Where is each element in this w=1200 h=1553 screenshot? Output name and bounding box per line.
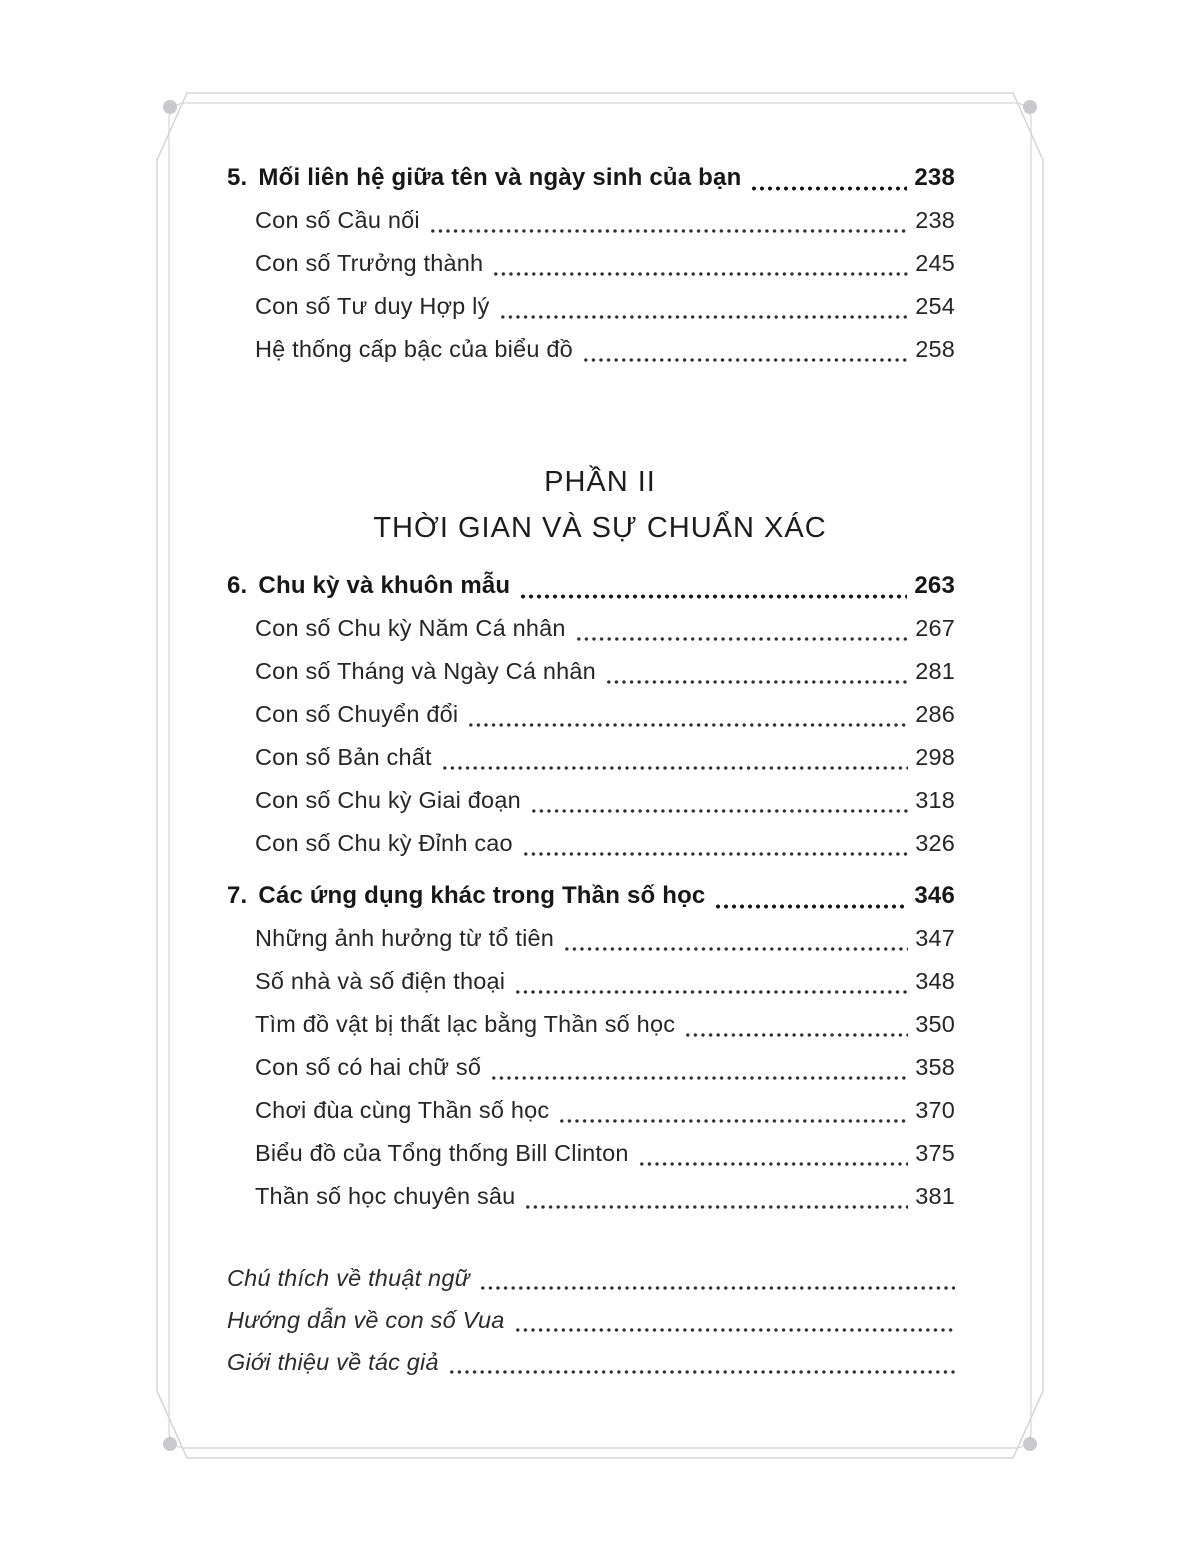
entry-title: Những ảnh hưởng từ tổ tiên [255, 925, 555, 951]
page-number: 298 [915, 744, 955, 770]
toc-chapter-entry [227, 564, 955, 607]
page-number: 238 [914, 164, 955, 191]
toc-chapter-entry [227, 874, 955, 917]
chapter-number: 6. [227, 572, 248, 599]
dot-leader [490, 1046, 908, 1089]
toc-entry [227, 736, 955, 779]
dot-leader [519, 564, 907, 607]
page-number: 263 [914, 572, 955, 599]
part-kicker: PHẦN II [544, 466, 656, 498]
table-of-contents [227, 156, 955, 1383]
chapter-title: Các ứng dụng khác trong Thần số học [258, 882, 706, 909]
chapter6-block [227, 564, 955, 865]
dot-leader [441, 736, 908, 779]
entry-title: Con số Chu kỳ Năm Cá nhân [255, 615, 566, 641]
part-heading [236, 459, 964, 551]
entry-title: Con số Chu kỳ Giai đoạn [255, 787, 521, 813]
entry-title: Con số Trưởng thành [255, 250, 484, 276]
page-number: 267 [915, 615, 955, 641]
dot-leader [714, 874, 907, 917]
page-number: 350 [915, 1011, 955, 1037]
page-number: 245 [915, 250, 955, 276]
page-number: 370 [915, 1097, 955, 1123]
chapter-number: 7. [227, 882, 248, 909]
page-number: 318 [915, 787, 955, 813]
toc-entry [227, 779, 955, 822]
toc-entry [227, 1132, 955, 1175]
toc-entry [227, 960, 955, 1003]
page-number: 286 [915, 701, 955, 727]
dot-leader [558, 1089, 908, 1132]
chapter5-block [227, 156, 955, 371]
toc-entry [227, 1175, 955, 1218]
dot-leader [530, 779, 908, 822]
dot-leader [514, 1299, 955, 1341]
entry-title: Con số có hai chữ số [255, 1054, 482, 1080]
entry-title: Giới thiệu về tác giả [227, 1349, 439, 1375]
entry-title: Số nhà và số điện thoại [255, 968, 506, 994]
toc-entry [227, 285, 955, 328]
corner-dot-top-right [1023, 100, 1037, 114]
dot-leader [492, 242, 908, 285]
chapter-title: Mối liên hệ giữa tên và ngày sinh của bạn [258, 164, 742, 191]
page-number: 358 [915, 1054, 955, 1080]
dot-leader [575, 607, 909, 650]
dot-leader [750, 156, 907, 199]
corner-dot-bottom-right [1023, 1437, 1037, 1451]
page-number: 375 [915, 1140, 955, 1166]
toc-entry [227, 822, 955, 865]
toc-entry [227, 242, 955, 285]
toc-entry [227, 328, 955, 371]
entry-title: Con số Cầu nối [255, 207, 420, 233]
chapter-number: 5. [227, 164, 248, 191]
dot-leader [429, 199, 908, 242]
entry-title: Con số Chuyển đổi [255, 701, 459, 727]
dot-leader [514, 960, 908, 1003]
chapter-title: Chu kỳ và khuôn mẫu [258, 572, 511, 599]
page-number: 258 [915, 336, 955, 362]
toc-entry [227, 199, 955, 242]
page-number: 381 [915, 1183, 955, 1209]
page-number: 281 [915, 658, 955, 684]
page-number: 326 [915, 830, 955, 856]
entry-title: Chơi đùa cùng Thần số học [255, 1097, 550, 1123]
dot-leader [605, 650, 908, 693]
toc-entry [227, 1046, 955, 1089]
dot-leader [467, 693, 908, 736]
toc-entry [227, 607, 955, 650]
entry-title: Hệ thống cấp bậc của biểu đồ [255, 336, 573, 362]
entry-title: Chú thích về thuật ngữ [227, 1265, 470, 1291]
page-number: 347 [915, 925, 955, 951]
entry-title: Biểu đồ của Tổng thống Bill Clinton [255, 1140, 629, 1166]
dot-leader [582, 328, 908, 371]
back-matter-block [227, 1257, 955, 1383]
toc-entry [227, 1003, 955, 1046]
dot-leader [524, 1175, 908, 1218]
page-number: 254 [915, 293, 955, 319]
dot-leader [479, 1257, 955, 1299]
dot-leader [448, 1341, 955, 1383]
toc-chapter-entry [227, 156, 955, 199]
entry-title: Con số Bản chất [255, 744, 432, 770]
dot-leader [684, 1003, 908, 1046]
part-title: THỜI GIAN VÀ SỰ CHUẨN XÁC [373, 512, 827, 544]
toc-entry [227, 1341, 955, 1383]
page-number: 346 [914, 882, 955, 909]
entry-title: Con số Chu kỳ Đỉnh cao [255, 830, 513, 856]
toc-entry [227, 1299, 955, 1341]
corner-dot-bottom-left [163, 1437, 177, 1451]
corner-dot-top-left [163, 100, 177, 114]
entry-title: Con số Tháng và Ngày Cá nhân [255, 658, 596, 684]
page-number: 238 [915, 207, 955, 233]
toc-entry [227, 917, 955, 960]
dot-leader [563, 917, 908, 960]
entry-title: Thần số học chuyên sâu [255, 1183, 516, 1209]
entry-title: Tìm đồ vật bị thất lạc bằng Thần số học [255, 1011, 676, 1037]
dot-leader [499, 285, 909, 328]
dot-leader [522, 822, 908, 865]
dot-leader [638, 1132, 909, 1175]
toc-entry [227, 1089, 955, 1132]
toc-entry [227, 1257, 955, 1299]
entry-title: Hướng dẫn về con số Vua [227, 1307, 505, 1333]
page-number: 348 [915, 968, 955, 994]
toc-entry [227, 693, 955, 736]
toc-entry [227, 650, 955, 693]
entry-title: Con số Tư duy Hợp lý [255, 293, 490, 319]
chapter7-block [227, 874, 955, 1218]
